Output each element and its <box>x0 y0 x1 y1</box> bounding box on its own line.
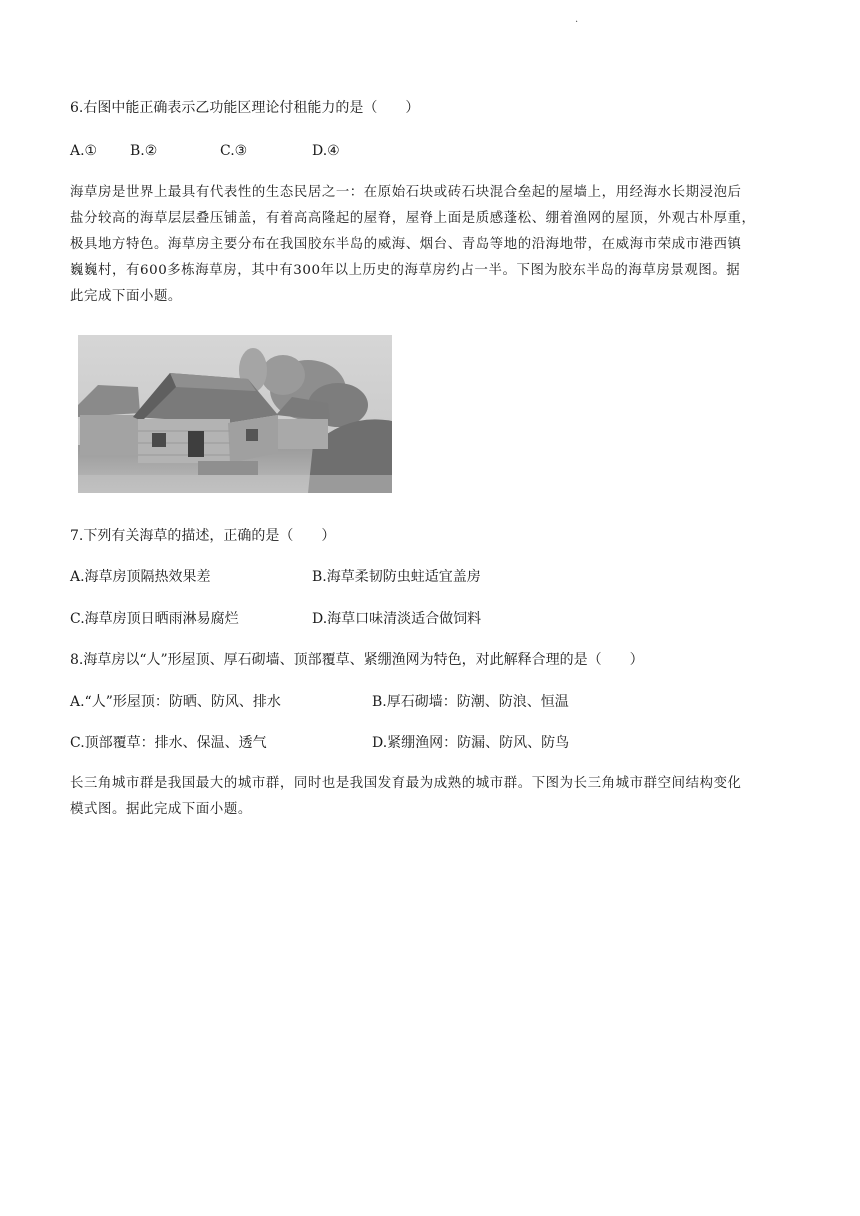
question-6-stem: 6.右图中能正确表示乙功能区理论付租能力的是（ ） <box>70 100 420 116</box>
question-7-stem: 7.下列有关海草的描述，正确的是（ ） <box>70 528 336 544</box>
passage-line: 盐分较高的海草层层叠压铺盖，有着高高隆起的屋脊，屋脊上面是质感蓬松、绷着渔网的屋顶，外观古朴厚重， <box>70 211 756 226</box>
passage-line: 长三角城市群是我国最大的城市群，同时也是我国发育最为成熟的城市群。下图为长三角城市群空间结构变化 <box>70 776 742 791</box>
seaweed-house-photo <box>78 335 392 493</box>
q8-option-c: C.顶部覆草：排水、保温、透气 <box>70 735 267 751</box>
passage-line: 此完成下面小题。 <box>70 289 182 304</box>
passage-line: 模式图。据此完成下面小题。 <box>70 802 252 817</box>
q6-option-d: D.④ <box>312 143 340 159</box>
passage-line: 极具地方特色。海草房主要分布在我国胶东半岛的威海、烟台、青岛等地的沿海地带，在威海市荣成市港西镇 <box>70 237 742 252</box>
question-8-stem: 8.海草房以“人”形屋顶、厚石砌墙、顶部覆草、紧绷渔网为特色，对此解释合理的是（ ） <box>70 652 644 668</box>
q8-option-b: B.厚石砌墙：防潮、防浪、恒温 <box>372 694 569 710</box>
passage-line: 海草房是世界上最具有代表性的生态民居之一：在原始石块或砖石块混合垒起的屋墙上，用经海水长期浸泡后 <box>70 185 742 200</box>
passage-seaweed-house <box>70 180 794 310</box>
q6-option-b: B.② <box>130 143 158 159</box>
passage-yangtze-delta <box>70 771 794 823</box>
q8-option-d: D.紧绷渔网：防漏、防风、防鸟 <box>372 735 570 751</box>
q7-option-c: C.海草房顶日晒雨淋易腐烂 <box>70 611 239 627</box>
header-mark: . <box>575 14 579 25</box>
q8-option-a: A.“人”形屋顶：防晒、防风、排水 <box>70 694 281 710</box>
q6-option-a: A.① <box>70 143 98 159</box>
q7-option-a: A.海草房顶隔热效果差 <box>70 569 211 585</box>
q7-option-d: D.海草口味清淡适合做饲料 <box>312 611 482 627</box>
passage-line: 巍巍村，有600多栋海草房，其中有300年以上历史的海草房约占一半。下图为胶东半岛的海草房景观图。据 <box>70 263 741 278</box>
q7-option-b: B.海草柔韧防虫蛀适宜盖房 <box>312 569 481 585</box>
q6-option-c: C.③ <box>220 143 248 159</box>
